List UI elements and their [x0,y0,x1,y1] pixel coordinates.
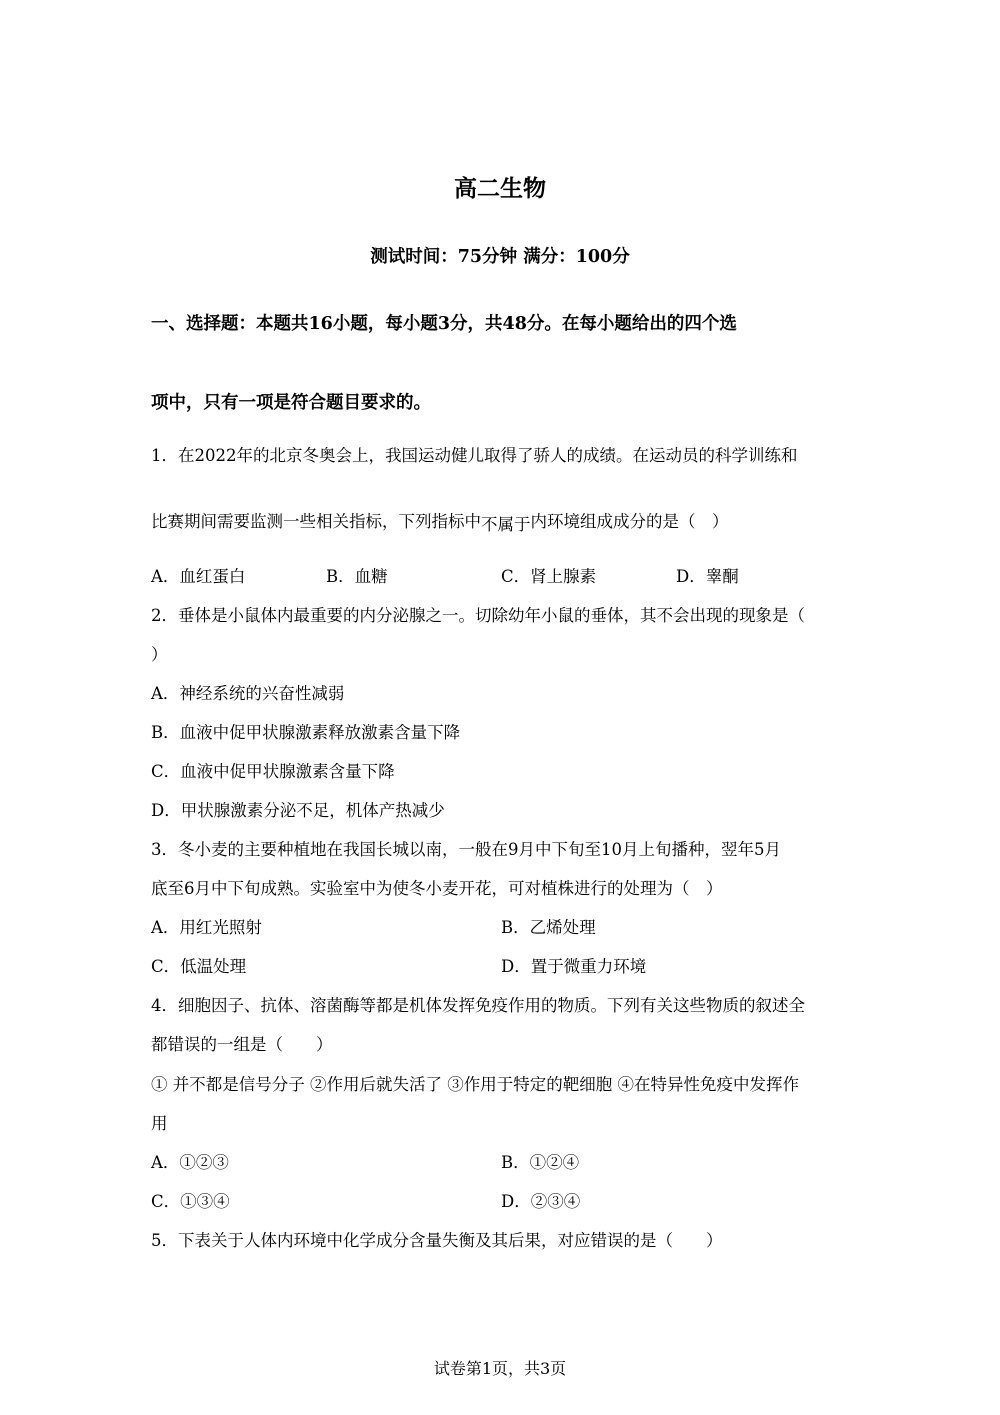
q3-option-a: A．用红光照射 [151,918,262,937]
q3-option-c: C．低温处理 [151,957,247,976]
q4-option-d: D．②③④ [501,1192,581,1211]
q3-option-d: D．置于微重力环境 [501,957,647,976]
q2-option-b: B．血液中促甲状腺激素释放激素含量下降 [151,723,461,742]
q4-option-a: A．①②③ [151,1153,229,1172]
q2-option-d: D．甲状腺激素分泌不足，机体产热减少 [151,801,445,820]
q4-stem-line1: 4．细胞因子、抗体、溶菌酶等都是机体发挥免疫作用的物质。下列有关这些物质的叙述全 [151,996,805,1015]
q4-statements-line2: 用 [151,1114,168,1133]
q2-option-a: A．神经系统的兴奋性减弱 [151,684,345,703]
q1-stem-line2 [151,510,729,534]
q3-stem-line1: 3．冬小麦的主要种植地在我国长城以南，一般在9月中下旬至10月上旬播种，翌年5月 [151,840,781,859]
q5-stem-line1: 5．下表关于人体内环境中化学成分含量失衡及其后果，对应错误的是（ ） [151,1231,723,1250]
q4-statements-line1: ① 并不都是信号分子 ②作用后就失活了 ③作用于特定的靶细胞 ④在特异性免疫中发挥作 [151,1075,799,1094]
page-title: 高二生物 [454,176,546,202]
q4-stem-line2: 都错误的一组是（ ） [151,1035,333,1054]
q3-stem-line2: 底至6月中下旬成熟。实验室中为使冬小麦开花，可对植株进行的处理为（ ） [151,879,723,898]
q1-stem-text-a: 比赛期间需要监测一些相关指标，下列指标中 [151,512,481,531]
q1-option-c: C．肾上腺素 [501,567,597,586]
q1-stem-line1: 1．在2022年的北京冬奥会上，我国运动健儿取得了骄人的成绩。在运动员的科学训练和 [151,446,798,465]
q3-option-b: B．乙烯处理 [501,918,596,937]
q2-option-c: C．血液中促甲状腺激素含量下降 [151,762,395,781]
q1-option-b: B．血糖 [326,567,388,586]
exam-info: 测试时间：75分钟 满分：100分 [370,247,630,267]
section-heading-line1: 一、选择题：本题共16小题，每小题3分，共48分。在每小题给出的四个选 [151,314,737,334]
q2-stem-line1: 2．垂体是小鼠体内最重要的内分泌腺之一。切除幼年小鼠的垂体，其不会出现的现象是（ [151,606,805,625]
q4-option-b: B．①②④ [501,1153,580,1172]
q1-emphasis: 不属于 [481,515,531,534]
q2-stem-line2: ） [151,645,168,664]
section-heading-line2: 项中，只有一项是符合题目要求的。 [151,393,431,413]
q1-option-a: A．血红蛋白 [151,567,246,586]
page-footer: 试卷第1页，共3页 [433,1359,567,1378]
q4-option-c: C．①③④ [151,1192,230,1211]
q1-stem-text-c: 内环境组成成分的是（ ） [530,512,729,531]
q1-option-d: D．睾酮 [676,567,739,586]
